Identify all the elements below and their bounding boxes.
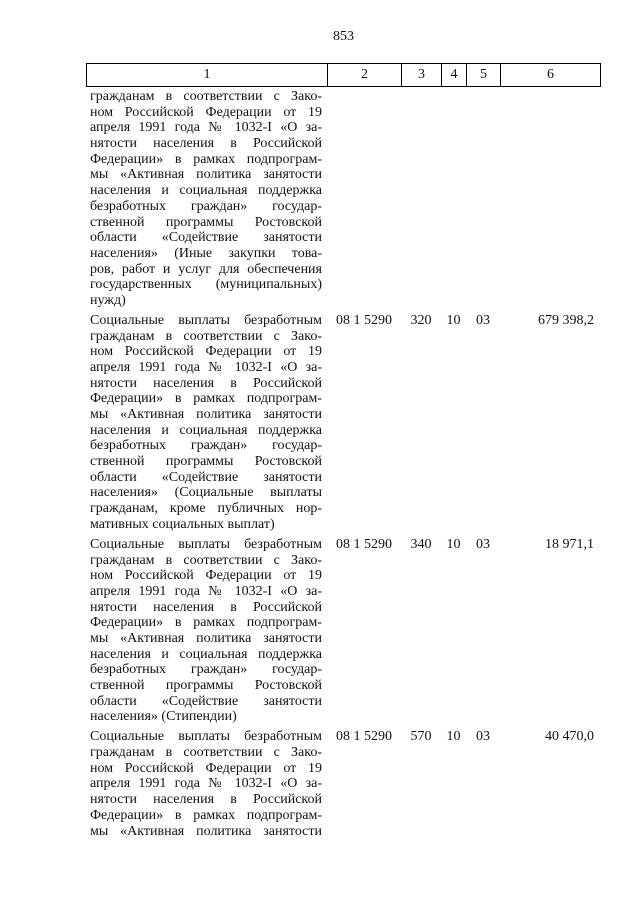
description-line: нятости населения в Российской <box>90 375 322 391</box>
target-article-code: 08 1 5290 <box>336 312 392 328</box>
table-row <box>86 535 601 728</box>
description-line: апреля 1991 года № 1032-I «О за- <box>90 359 322 375</box>
description-line: населения» (Социальные выплаты <box>90 485 322 501</box>
description-line: области «Содействие занятости <box>90 469 322 485</box>
description-line: ров, работ и услуг для обеспечения <box>90 261 322 277</box>
description-line: Социальные выплаты безработным <box>90 729 322 745</box>
expense-type-code: 320 <box>410 312 432 328</box>
description-line: Федерации» в рамках подпрограм- <box>90 807 322 823</box>
description-line: мы «Активная политика занятости <box>90 407 322 423</box>
description-line: населения» (Стипендии) <box>90 709 237 725</box>
expense-type-code <box>401 89 441 309</box>
row-description <box>86 729 327 839</box>
target-article-code: 08 1 5290 <box>336 536 392 552</box>
description-line: гражданам в соответствии с Зако- <box>90 89 322 104</box>
table-row <box>86 727 601 841</box>
description-line: области «Содействие занятости <box>90 693 322 709</box>
table-header-cell: 6 <box>500 63 601 87</box>
description-line: апреля 1991 года № 1032-I «О за- <box>90 583 322 599</box>
description-line: нятости населения в Российской <box>90 599 322 615</box>
amount-value: 40 470,0 <box>545 729 594 745</box>
table-row <box>86 311 601 535</box>
subsection-code: 03 <box>476 729 490 745</box>
description-line: ном Российской Федерации от 19 <box>90 760 322 776</box>
description-line: государственных (муниципальных) <box>90 277 322 293</box>
section-code: 10 <box>446 312 461 328</box>
description-line: апреля 1991 года № 1032-I «О за- <box>90 120 322 136</box>
description-line: ственной программы Ростовской <box>90 678 322 694</box>
description-line: Социальные выплаты безработным <box>90 312 322 328</box>
description-line: Социальные выплаты безработным <box>90 536 322 552</box>
description-line: безработных граждан» государ- <box>90 198 322 214</box>
description-line: безработных граждан» государ- <box>90 438 322 454</box>
table-header-cell: 1 <box>86 63 327 87</box>
table-header-cell: 2 <box>327 63 401 87</box>
description-line: гражданам, кроме публичных нор- <box>90 501 322 517</box>
description-line: ном Российской Федерации от 19 <box>90 568 322 584</box>
description-line: Федерации» в рамках подпрограм- <box>90 151 322 167</box>
description-line: населения и социальная поддержка <box>90 422 322 438</box>
description-line: гражданам в соответствии с Зако- <box>90 328 322 344</box>
section-code: 10 <box>446 536 461 552</box>
subsection-code: 03 <box>476 312 490 328</box>
description-line: ном Российской Федерации от 19 <box>90 344 322 360</box>
description-line: мативных социальных выплат) <box>90 516 275 532</box>
table-header-cell: 4 <box>441 63 466 87</box>
expense-type-code: 570 <box>410 729 432 745</box>
table-header-cell: 3 <box>401 63 441 87</box>
description-line: нятости населения в Российской <box>90 792 322 808</box>
page-number: 853 <box>333 29 354 44</box>
target-article-code <box>327 89 401 309</box>
amount-value: 18 971,1 <box>545 536 594 552</box>
description-line: мы «Активная политика занятости <box>90 823 322 839</box>
description-line: мы «Активная политика занятости <box>90 167 322 183</box>
section-code <box>441 89 466 309</box>
table-header-cell: 5 <box>466 63 500 87</box>
section-code: 10 <box>446 729 461 745</box>
description-line: ном Российской Федерации от 19 <box>90 104 322 120</box>
description-line: нятости населения в Российской <box>90 136 322 152</box>
budget-table <box>86 63 601 842</box>
description-line: Федерации» в рамках подпрограм- <box>90 391 322 407</box>
amount-value <box>500 89 601 309</box>
description-line: Федерации» в рамках подпрограм- <box>90 615 322 631</box>
subsection-code: 03 <box>476 536 490 552</box>
table-header-row <box>86 63 601 87</box>
description-line: населения и социальная поддержка <box>90 646 322 662</box>
description-line: гражданам в соответствии с Зако- <box>90 745 322 761</box>
amount-value: 679 398,2 <box>538 312 594 328</box>
subsection-code <box>466 89 500 309</box>
description-line: гражданам в соответствии с Зако- <box>90 552 322 568</box>
description-line: области «Содействие занятости <box>90 230 322 246</box>
description-line: безработных граждан» государ- <box>90 662 322 678</box>
row-description <box>86 537 327 725</box>
expense-type-code: 340 <box>410 536 432 552</box>
description-line: ственной программы Ростовской <box>90 454 322 470</box>
description-line: населения» (Иные закупки това- <box>90 245 322 261</box>
row-description <box>86 313 327 533</box>
table-row <box>86 87 601 311</box>
row-description <box>86 89 327 309</box>
description-line: апреля 1991 года № 1032-I «О за- <box>90 776 322 792</box>
description-line: населения и социальная поддержка <box>90 183 322 199</box>
description-line: ственной программы Ростовской <box>90 214 322 230</box>
description-line: нужд) <box>90 292 126 308</box>
description-line: мы «Активная политика занятости <box>90 630 322 646</box>
target-article-code: 08 1 5290 <box>336 729 392 745</box>
table-body <box>86 87 601 842</box>
